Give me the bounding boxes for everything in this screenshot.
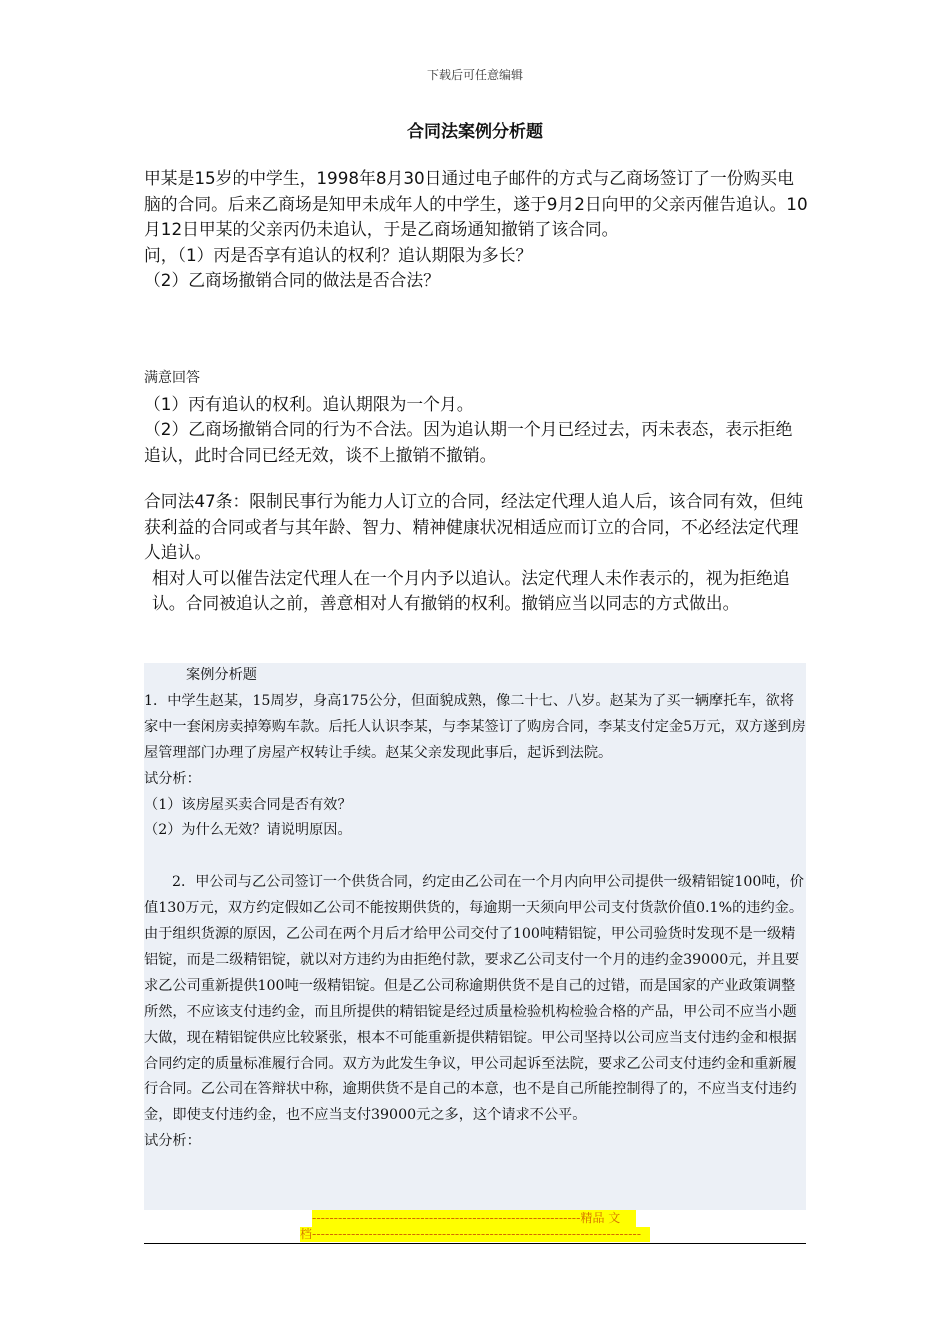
law-paragraph-2: 相对人可以催告法定代理人在一个月内予以追认。法定代理人未作表示的，视为拒绝追认。合同被追认之前，善意相对人有撤销的权利。撤销应当以同志的方式做出。: [152, 567, 790, 613]
answer-2: （2）乙商场撤销合同的行为不合法。因为追认期一个月已经过去，丙未表态，表示拒绝追认，此时合同已经无效，谈不上撤销不撤销。: [144, 419, 793, 465]
case-1-question-2: （2）为什么无效？请说明原因。: [144, 822, 352, 839]
footer-watermark-line-2: 档----------------------------------------------------------------------------: [300, 1227, 650, 1242]
answer-section: [144, 366, 809, 468]
question-ask-2: （2）乙商场撤销合同的做法是否合法？: [144, 270, 440, 290]
case-2-text: 2．甲公司与乙公司签订一个供货合同，约定由乙公司在一个月内向甲公司提供一级精铝锭100吨，价值130万元，双方约定假如乙公司不能按期供货的，每逾期一天须向甲公司支付货款价值0.1%的违约金。由于组织货源的原因，乙公司在两个月后才给甲公司交付了100吨精铝锭，甲公司验货时发现不是一级精铝锭，而是二级精铝锭，就以对方违约为由拒绝付款，要求乙公司支付一个月的违约金39000元，并且要求乙公司重新提供100吨一级精铝锭。但是乙公司称逾期供货不是自己的过错，而是国家的产业政策调整所然，不应该支付违约金，而且所提供的精铝锭是经过质量检验机构检验合格的产品，甲公司不应当小题大做，现在精铝锭供应比较紧张，根本不可能重新提供精铝锭。甲公司坚持以公司应当支付违约金和根据合同约定的质量标准履行合同。双方为此发生争议，甲公司起诉至法院，要求乙公司支付违约金和重新履行合同。乙公司在答辩状中称，逾期供货不是自己的本意，也不是自己所能控制得了的，不应当支付违约金，即使支付违约金，也不应当支付39000元之多，这个请求不公平。: [144, 874, 804, 1124]
document-title: 合同法案例分析题: [407, 122, 543, 142]
cases-title: 案例分析题: [186, 667, 257, 683]
law-section: [144, 489, 809, 617]
answer-1: （1）丙有追认的权利。追认期限为一个月。: [144, 393, 474, 414]
case-1-text: 1．中学生赵某，15周岁，身高175公分，但面貌成熟，像二十七、八岁。赵某为了买一辆摩托车，欲将家中一套闲房卖掉筹购车款。后托人认识李某，与李某签订了购房合同，李某支付定金5万元，双方遂到房屋管理部门办理了房屋产权转让手续。赵某父亲发现此事后，起诉到法院。: [144, 692, 806, 761]
case-1-question-1: （1）该房屋买卖合同是否有效？: [144, 796, 352, 813]
header-note: 下载后可任意编辑: [426, 68, 523, 82]
case-study-box: [144, 663, 806, 1210]
case-2-analyze-label: 试分析：: [144, 1133, 201, 1150]
footer-divider: [144, 1243, 806, 1244]
question-section: [144, 166, 809, 294]
question-ask-1: 问，（1）丙是否享有追认的权利？追认期限为多长？: [144, 244, 533, 265]
spacer: [144, 844, 806, 870]
law-paragraph-1: 合同法47条：限制民事行为能力人订立的合同，经法定代理人追人后，该合同有效，但纯获利益的合同或者与其年龄、智力、精神健康状况相适应而订立的合同，不必经法定代理人追认。: [144, 491, 804, 562]
answer-label: 满意回答: [144, 370, 200, 386]
question-paragraph: 甲某是15岁的中学生，1998年8月30日通过电子邮件的方式与乙商场签订了一份购买电脑的合同。后来乙商场是知甲未成年人的中学生，遂于9月2日向甲的父亲丙催告追认。10月12日甲某的父亲丙仍未追认，于是乙商场通知撤销了该合同。: [144, 168, 808, 239]
case-1-analyze-label: 试分析：: [144, 770, 201, 787]
footer-watermark-line-1: --------------------------------------------------------------精品 文: [312, 1210, 636, 1227]
